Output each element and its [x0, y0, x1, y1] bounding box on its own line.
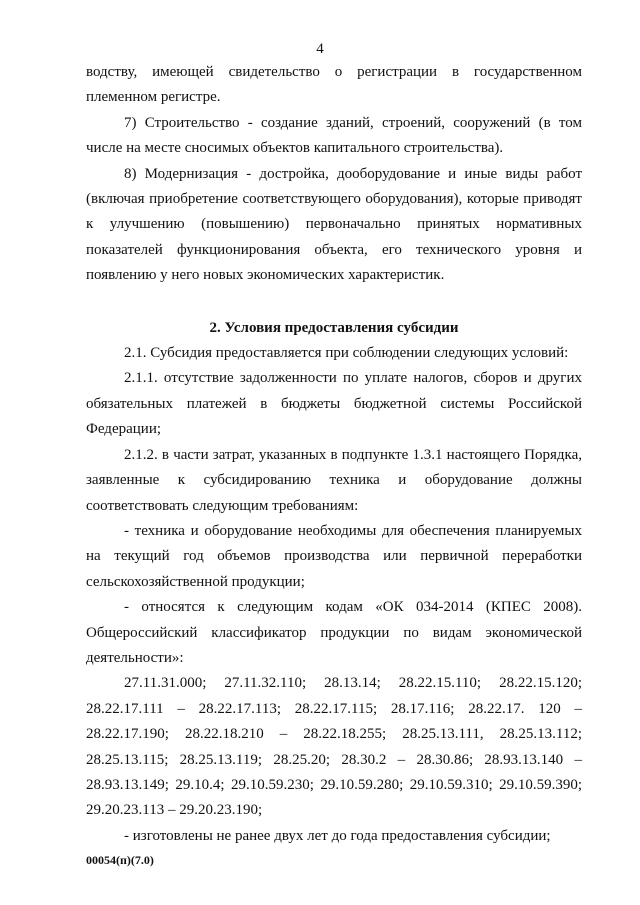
paragraph-definition-modernization: 8) Модернизация - достройка, дооборудование и иные виды работ (включая приобретение соответствующего оборудования), которые приводят к улучшению (повышению) первоначально принятых нормативных показателей функционирования объекта, его технического уровня и появлению у него новых экономических характеристик. [86, 165, 582, 284]
requirement-item-manufacture-date: - изготовлены не ранее двух лет до года предоставления субсидии; [124, 827, 551, 844]
document-body [86, 60, 582, 849]
paragraph-2-1-2: 2.1.2. в части затрат, указанных в подпункте 1.3.1 настоящего Порядка, заявленные к субсидированию техника и оборудование должны соответствовать следующим требованиям: [86, 446, 582, 514]
paragraph-definition-construction: 7) Строительство - создание зданий, строений, сооружений (в том числе на месте сносимых объектов капитального строительства). [86, 114, 582, 157]
paragraph-continuation: водству, имеющей свидетельство о регистрации в государственном племенном регистре. [86, 64, 582, 106]
paragraph-2-1: 2.1. Субсидия предоставляется при соблюдении следующих условий: [124, 345, 569, 362]
footer-document-code: 00054(п)(7.0) [86, 853, 154, 867]
paragraph-2-1-1: 2.1.1. отсутствие задолженности по уплате налогов, сборов и других обязательных платежей в бюджеты бюджетной системы Российской Федерации; [86, 370, 582, 438]
requirement-item-necessity: - техника и оборудование необходимы для обеспечения планируемых на текущий год объемов производства или первичной переработки сельскохозяйственной продукции; [86, 522, 582, 590]
section-heading: 2. Условия предоставления субсидии [209, 319, 459, 336]
requirement-item-codes: - относятся к следующим кодам «ОК 034-2014 (КПЕС 2008). Общероссийский классификатор продукции по видам экономической деятельности»: [86, 599, 582, 666]
classifier-codes-list: 27.11.31.000; 27.11.32.110; 28.13.14; 28.22.15.110; 28.22.15.120; 28.22.17.111 – 28.22.17.113; 28.22.17.115; 28.17.116; 28.22.17. 120 – 28.22.17.190; 28.22.18.210 – 28.22.18.255; 28.25.13.111, 28.25.13.112; 28.25.13.115; 28.25.13.119; 28.25.20; 28.30.2 – 28.30.86; 28.93.13.140 – 28.93.13.149; 29.10.4; 29.10.59.230; 29.10.59.280; 29.10.59.310; 29.10.59.390; 29.20.23.113 – 29.20.23.190; [86, 675, 582, 819]
page-number: 4 [316, 41, 324, 57]
